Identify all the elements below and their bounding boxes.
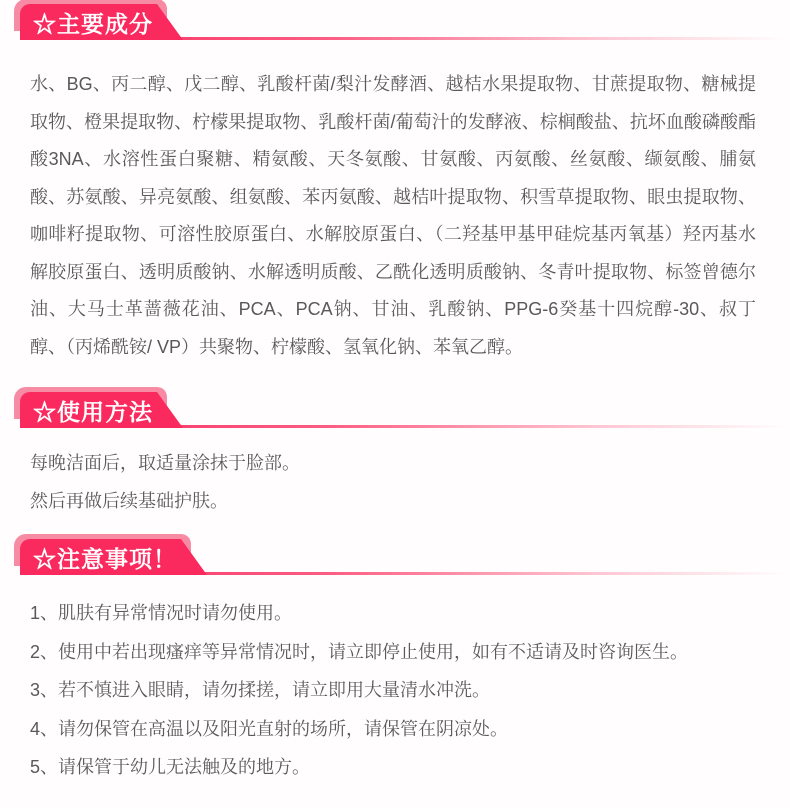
precaution-item: 4、请勿保管在高温以及阳光直射的场所，请保管在阴凉处。	[30, 718, 509, 739]
section-ingredients	[0, 0, 790, 366]
usage-line: 每晚洁面后，取适量涂抹于脸部。	[30, 453, 300, 473]
section-usage	[0, 388, 790, 520]
usage-title: ☆使用方法	[20, 392, 157, 428]
precautions-title: ☆注意事项！	[20, 539, 181, 575]
precaution-item: 1、肌肤有异常情况时请勿使用。	[30, 603, 293, 623]
header-ribbon-slant	[157, 392, 183, 428]
usage-line: 然后再做后续基础护肤。	[30, 490, 228, 511]
header-ribbon	[20, 539, 207, 575]
ingredients-header	[0, 0, 790, 40]
section-precautions	[0, 535, 790, 787]
usage-text	[30, 445, 756, 520]
header-ribbon	[20, 4, 183, 40]
ingredients-text: 水、BG、丙二醇、戊二醇、乳酸杆菌/梨汁发酵酒、越桔水果提取物、甘蔗提取物、糖械提取物、橙果提取物、柠檬果提取物、乳酸杆菌/葡萄汁的发酵液、棕榈酸盐、抗坏血酸磷酸酯酸3NA、水溶性蛋白聚糖、精氨酸、天冬氨酸、甘氨酸、丙氨酸、丝氨酸、缬氨酸、脯氨酸、苏氨酸、异亮氨酸、组氨酸、苯丙氨酸、越桔叶提取物、积雪草提取物、眼虫提取物、咖啡籽提取物、可溶性胶原蛋白、水解胶原蛋白、（二羟基甲基甲硅烷基丙氧基）羟丙基水解胶原蛋白、透明质酸钠、水解透明质酸、乙酰化透明质酸钠、冬青叶提取物、标签曾德尔油、大马士革蔷薇花油、PCA、PCA钠、甘油、乳酸钠、PPG-6癸基十四烷醇-30、叔丁醇、（丙烯酰铵/ VP）共聚物、柠檬酸、氢氧化钠、苯氧乙醇。	[30, 74, 756, 357]
header-ribbon-slant	[157, 4, 183, 40]
precaution-item: 3、若不慎进入眼睛，请勿揉搓，请立即用大量清水冲洗。	[30, 680, 491, 700]
usage-header	[0, 388, 790, 428]
precaution-item: 5、请保管于幼儿无法触及的地方。	[30, 757, 311, 777]
ingredients-title: ☆主要成分	[20, 4, 157, 40]
header-ribbon-slant	[181, 539, 207, 575]
precaution-list	[30, 594, 756, 787]
precautions-header	[0, 535, 790, 575]
header-ribbon	[20, 392, 183, 428]
precaution-item: 2、使用中若出现瘙痒等异常情况时，请立即停止使用，如有不适请及时咨询医生。	[30, 641, 689, 662]
